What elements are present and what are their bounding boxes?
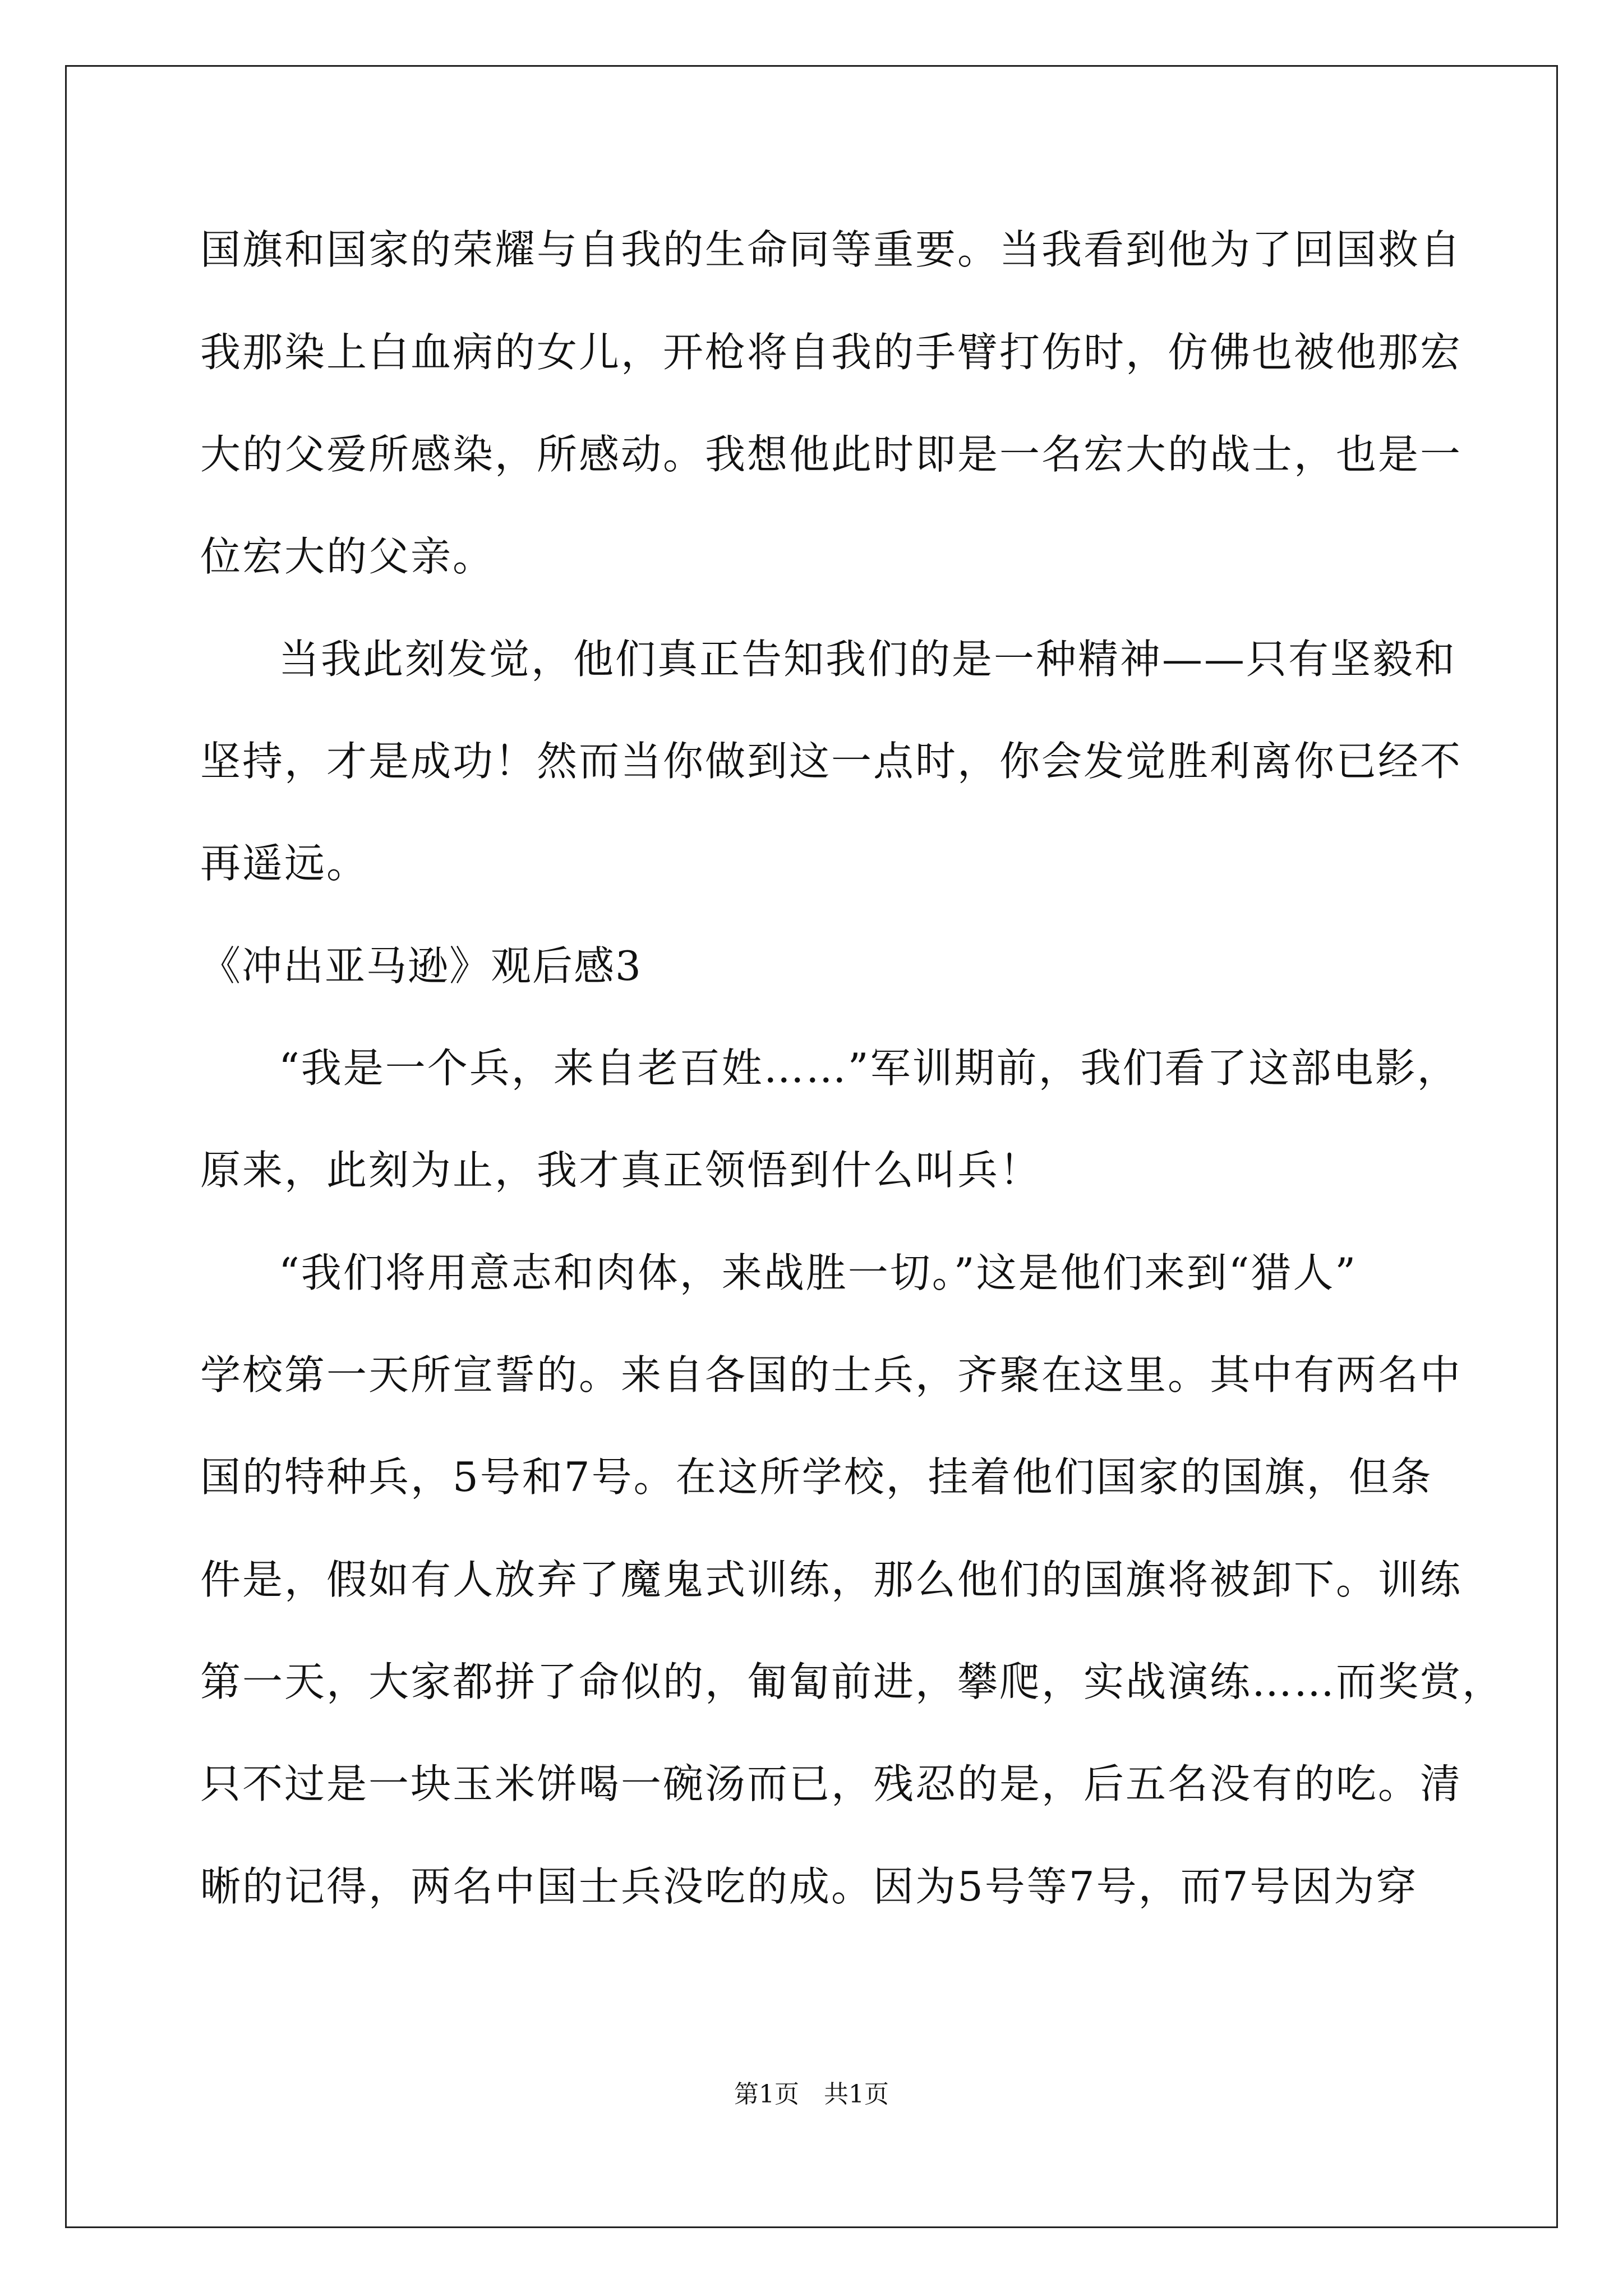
text-line: 只不过是一块玉米饼喝一碗汤而已，残忍的是，后五名没有的吃。清 — [200, 1760, 1463, 1807]
section-heading: 《冲出亚马逊》观后感3 — [200, 942, 642, 990]
text-line: 我那染上白血病的女儿，开枪将自我的手臂打伤时，仿佛也被他那宏 — [200, 329, 1463, 376]
text-line: “我们将用意志和肉体，来战胜一切。”这是他们来到“猎人” — [279, 1249, 1358, 1296]
text-line: 坚持，才是成功！然而当你做到这一点时，你会发觉胜利离你已经不 — [200, 738, 1463, 785]
text-line: 再遥远。 — [200, 840, 369, 887]
text-line: 学校第一天所宣誓的。来自各国的士兵，齐聚在这里。其中有两名中 — [200, 1351, 1463, 1398]
text-line: 国旗和国家的荣耀与自我的生命同等重要。当我看到他为了回国救自 — [200, 226, 1463, 273]
text-line: 当我此刻发觉，他们真正告知我们的是一种精神——只有坚毅和 — [279, 636, 1457, 683]
text-line: 原来，此刻为止，我才真正领悟到什么叫兵！ — [200, 1147, 1042, 1194]
text-line: “我是一个兵，来自老百姓……”军训期前，我们看了这部电影， — [279, 1045, 1459, 1092]
text-line: 晰的记得，两名中国士兵没吃的成。因为5号等7号，而7号因为穿 — [200, 1863, 1418, 1910]
text-line: 第一天，大家都拼了命似的，匍匐前进，攀爬，实战演练……而奖赏， — [200, 1658, 1505, 1705]
text-line: 位宏大的父亲。 — [200, 533, 495, 580]
page-footer: 第1页 共1页 — [734, 2080, 889, 2109]
text-line: 国的特种兵，5号和7号。在这所学校，挂着他们国家的国旗，但条 — [200, 1453, 1433, 1501]
text-line: 大的父爱所感染，所感动。我想他此时即是一名宏大的战士，也是一 — [200, 431, 1463, 478]
text-line: 件是，假如有人放弃了魔鬼式训练，那么他们的国旗将被卸下。训练 — [200, 1556, 1463, 1603]
